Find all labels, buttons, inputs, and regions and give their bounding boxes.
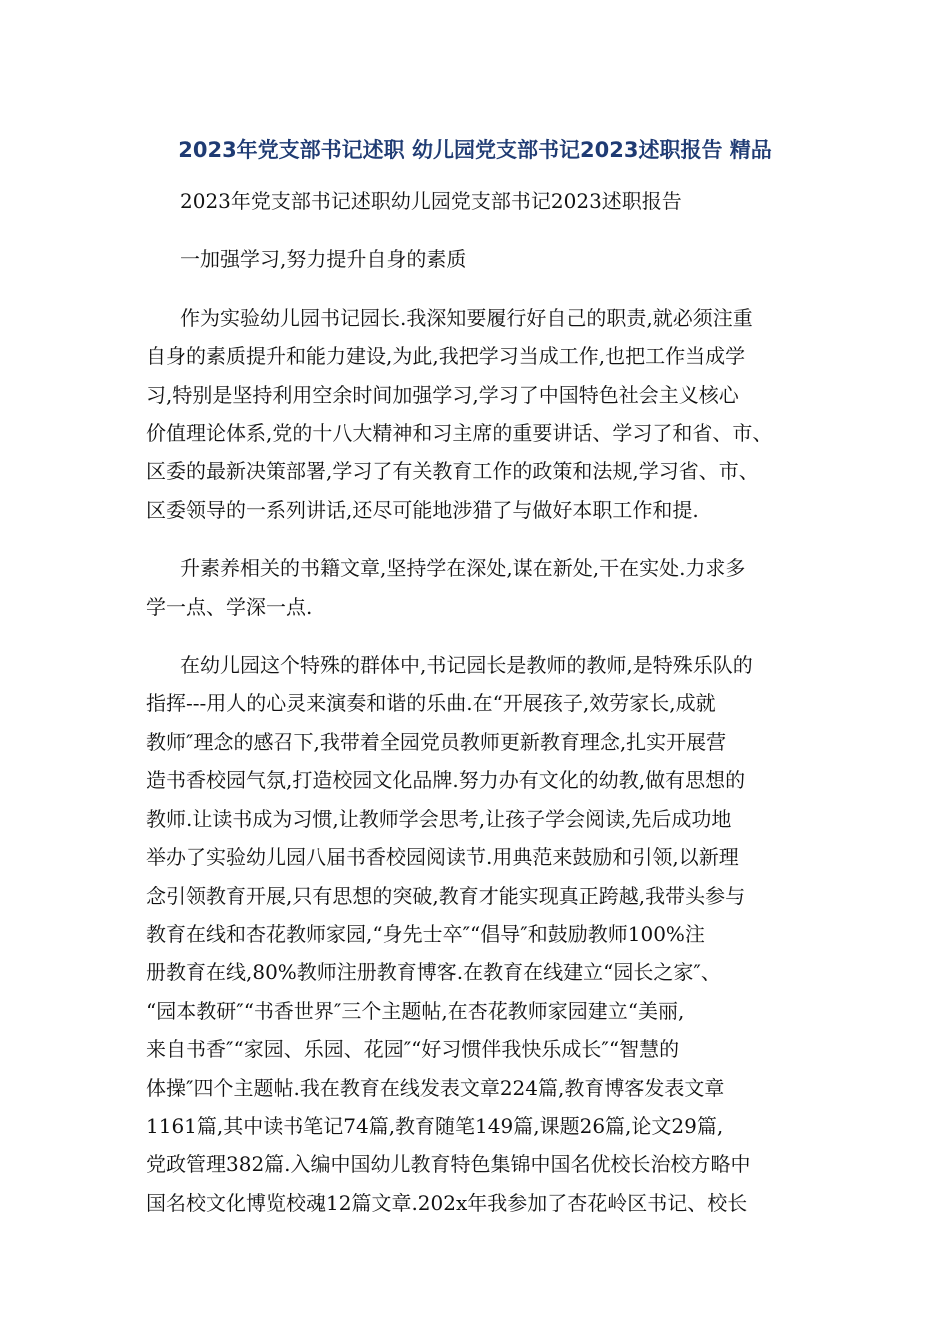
text-line: 自身的素质提升和能力建设,为此,我把学习当成工作,也把工作当成学 xyxy=(146,344,746,369)
text-line: 1161篇,其中读书笔记74篇,教育随笔149篇,课题26篇,论文29篇, xyxy=(146,1113,724,1138)
document-title: 2023年党支部书记述职 幼儿园党支部书记2023述职报告 精品 xyxy=(178,138,772,162)
text-line: 价值理论体系,党的十八大精神和习主席的重要讲话、学习了和省、市、 xyxy=(146,421,773,446)
text-line: 升素养相关的书籍文章,坚持学在深处,谋在新处,干在实处.力求多 xyxy=(180,556,746,581)
text-line: 体操″四个主题帖.我在教育在线发表文章224篇,教育博客发表文章 xyxy=(146,1075,725,1100)
text-line: 造书香校园气氛,打造校园文化品牌.努力办有文化的幼教,做有思想的 xyxy=(146,768,746,793)
text-line: 一加强学习,努力提升自身的素质 xyxy=(180,247,467,272)
document-body xyxy=(146,182,818,1242)
text-line: 念引领教育开展,只有思想的突破,教育才能实现真正跨越,我带头参与 xyxy=(146,883,746,908)
text-line: 区委领导的一系列讲话,还尽可能地涉猎了与做好本职工作和提. xyxy=(146,497,699,522)
text-line: “园本教研″“书香世界″三个主题帖,在杏花教师家园建立“美丽, xyxy=(146,998,685,1023)
text-line: 党政管理382篇.入编中国幼儿教育特色集锦中国名优校长治校方略中 xyxy=(146,1152,751,1177)
text-line: 教师.让读书成为习惯,让教师学会思考,让孩子学会阅读,先后成功地 xyxy=(146,806,732,831)
text-line: 国名校文化博览校魂12篇文章.202x年我参加了杏花岭区书记、校长 xyxy=(146,1190,748,1215)
paragraph xyxy=(146,240,818,278)
text-line: 教育在线和杏花教师家园,“身先士卒″“倡导″和鼓励教师100%注 xyxy=(146,921,705,946)
text-line: 在幼儿园这个特殊的群体中,书记园长是教师的教师,是特殊乐队的 xyxy=(180,653,753,678)
text-line: 2023年党支部书记述职幼儿园党支部书记2023述职报告 xyxy=(180,189,682,213)
paragraph xyxy=(146,549,818,626)
text-line: 册教育在线,80%教师注册教育博客.在教育在线建立“园长之家″、 xyxy=(146,960,721,985)
text-line: 教师″理念的感召下,我带着全园党员教师更新教育理念,扎实开展营 xyxy=(146,729,727,754)
text-line: 学一点、学深一点. xyxy=(146,594,313,619)
paragraph xyxy=(146,182,818,220)
text-line: 作为实验幼儿园书记园长.我深知要履行好自己的职责,就必须注重 xyxy=(180,305,753,330)
text-line: 指挥---用人的心灵来演奏和谐的乐曲.在“开展孩子,效劳家长,成就 xyxy=(146,691,716,716)
paragraph xyxy=(146,646,818,1222)
paragraph xyxy=(146,299,818,529)
text-line: 区委的最新决策部署,学习了有关教育工作的政策和法规,学习省、市、 xyxy=(146,459,759,484)
text-line: 来自书香″“家园、乐园、花园″“好习惯伴我快乐成长″“智慧的 xyxy=(146,1037,680,1062)
text-line: 习,特别是坚持利用空余时间加强学习,学习了中国特色社会主义核心 xyxy=(146,382,739,407)
text-line: 举办了实验幼儿园八届书香校园阅读节.用典范来鼓励和引领,以新理 xyxy=(146,845,739,870)
